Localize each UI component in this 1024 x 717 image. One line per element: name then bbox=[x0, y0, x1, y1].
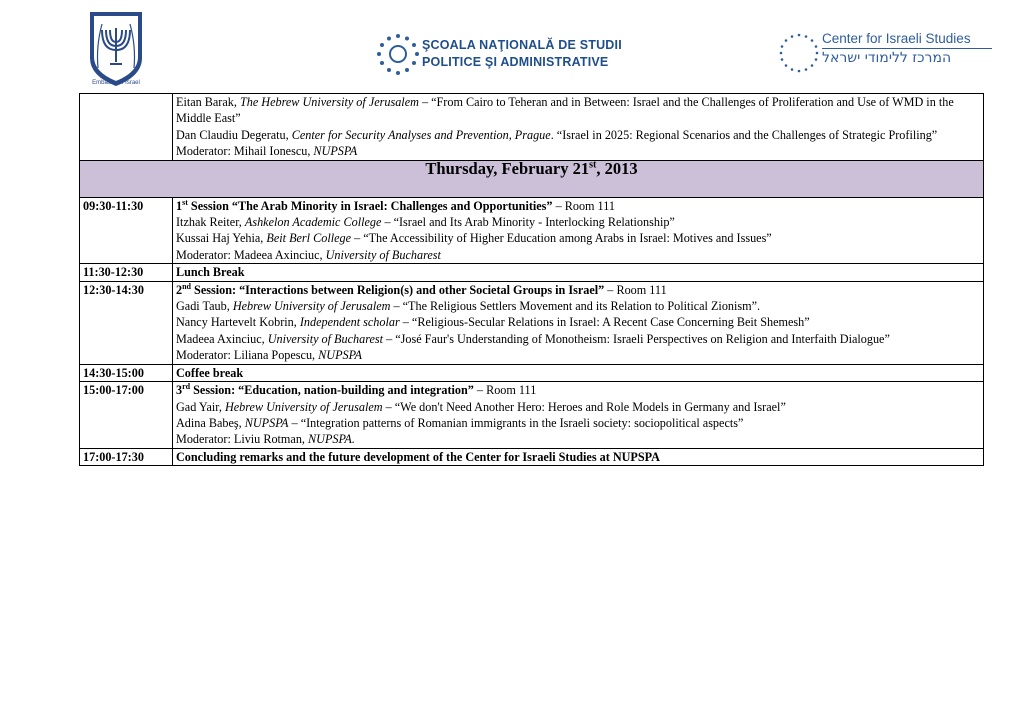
time-cell: 17:00-17:30 bbox=[80, 448, 173, 465]
time-cell: 14:30-15:00 bbox=[80, 364, 173, 381]
speaker-line: Adina Babeş, NUPSPA – “Integration patterns of Romanian immigrants in the Israeli society: sociopolitical aspects” bbox=[176, 415, 744, 430]
table-row bbox=[80, 281, 984, 364]
session-cell bbox=[173, 94, 984, 161]
israel-emblem-icon bbox=[86, 10, 146, 88]
speaker-line: Madeea Axinciuc, University of Bucharest – “José Faur's Understanding of Monotheism: Israeli Perspectives on Religion and Interfaith Dialogue” bbox=[176, 331, 890, 346]
table-row bbox=[80, 448, 984, 465]
time-cell bbox=[80, 94, 173, 161]
speaker-line: Gad Yair, Hebrew University of Jerusalem – “We don't Need Another Hero: Heroes and Role Models in Germany and Israel” bbox=[176, 399, 786, 414]
table-row bbox=[80, 94, 984, 161]
session-cell bbox=[173, 281, 984, 364]
day-heading: Thursday, February 21st, 2013 bbox=[80, 160, 984, 197]
cis-name-english: Center for Israeli Studies bbox=[822, 31, 971, 46]
speaker-line: Nancy Hartevelt Kobrin, Independent scholar – “Religious-Secular Relations in Israel: A Recent Case Concerning Beit Shemesh” bbox=[176, 315, 810, 330]
closing-cell: Concluding remarks and the future development of the Center for Israeli Studies at NUPSPA bbox=[173, 448, 984, 465]
session-title: 1st Session “The Arab Minority in Israel: Challenges and Opportunities” – Room 111 bbox=[176, 197, 615, 213]
session-cell bbox=[173, 197, 984, 264]
embassy-caption: Embassy of Israel bbox=[92, 80, 140, 86]
stars-ring-icon bbox=[376, 33, 420, 77]
moderator-line: Moderator: Liviu Rotman, NUPSPA. bbox=[176, 432, 355, 447]
speaker-line: Dan Claudiu Degeratu, Center for Security Analyses and Prevention, Prague. “Israel in 2025: Regional Scenarios and the Challenges of Strategic Profiling” bbox=[176, 127, 938, 142]
break-cell: Lunch Break bbox=[173, 264, 984, 281]
snspa-line-1: ŞCOALA NAŢIONALĂ DE STUDII bbox=[422, 38, 622, 52]
program-table bbox=[79, 93, 984, 466]
dotted-ring-icon bbox=[778, 32, 820, 74]
time-cell: 15:00-17:00 bbox=[80, 382, 173, 449]
time-cell: 11:30-12:30 bbox=[80, 264, 173, 281]
session-cell bbox=[173, 382, 984, 449]
snspa-line-2: POLITICE ŞI ADMINISTRATIVE bbox=[422, 55, 609, 69]
speaker-line: Gadi Taub, Hebrew University of Jerusalem – “The Religious Settlers Movement and its Relation to Political Zionism”. bbox=[176, 299, 761, 314]
day-header-row bbox=[80, 160, 984, 197]
session-title: 3rd Session: “Education, nation-building and integration” – Room 111 bbox=[176, 382, 537, 398]
time-cell: 12:30-14:30 bbox=[80, 281, 173, 364]
moderator-line: Moderator: Mihail Ionescu, NUPSPA bbox=[176, 144, 358, 159]
snspa-logo bbox=[376, 33, 636, 77]
speaker-line: Kussai Haj Yehia, Beit Berl College – “The Accessibility of Higher Education among Arabs in Israel: Motives and Issues” bbox=[176, 231, 772, 246]
cis-logo bbox=[778, 30, 1008, 74]
table-row bbox=[80, 382, 984, 449]
session-title: 2nd Session: “Interactions between Religion(s) and other Societal Groups in Israel” – Room 111 bbox=[176, 281, 667, 297]
break-cell: Coffee break bbox=[173, 364, 984, 381]
moderator-line: Moderator: Liliana Popescu, NUPSPA bbox=[176, 348, 362, 363]
table-row bbox=[80, 364, 984, 381]
table-row bbox=[80, 197, 984, 264]
table-row bbox=[80, 264, 984, 281]
time-cell: 09:30-11:30 bbox=[80, 197, 173, 264]
page-header bbox=[0, 0, 1024, 95]
cis-name-hebrew: המרכז ללימודי ישראל bbox=[822, 50, 952, 66]
cis-divider bbox=[822, 48, 992, 49]
speaker-line: Itzhak Reiter, Ashkelon Academic College – “Israel and Its Arab Minority - Interlocking Relationship” bbox=[176, 215, 675, 230]
moderator-line: Moderator: Madeea Axinciuc, University of Bucharest bbox=[176, 247, 441, 262]
speaker-line: Eitan Barak, The Hebrew University of Jerusalem – “From Cairo to Teheran and in Between: Israel and the Challenges of Proliferation and Use of WMD in the Middle East” bbox=[176, 95, 954, 126]
